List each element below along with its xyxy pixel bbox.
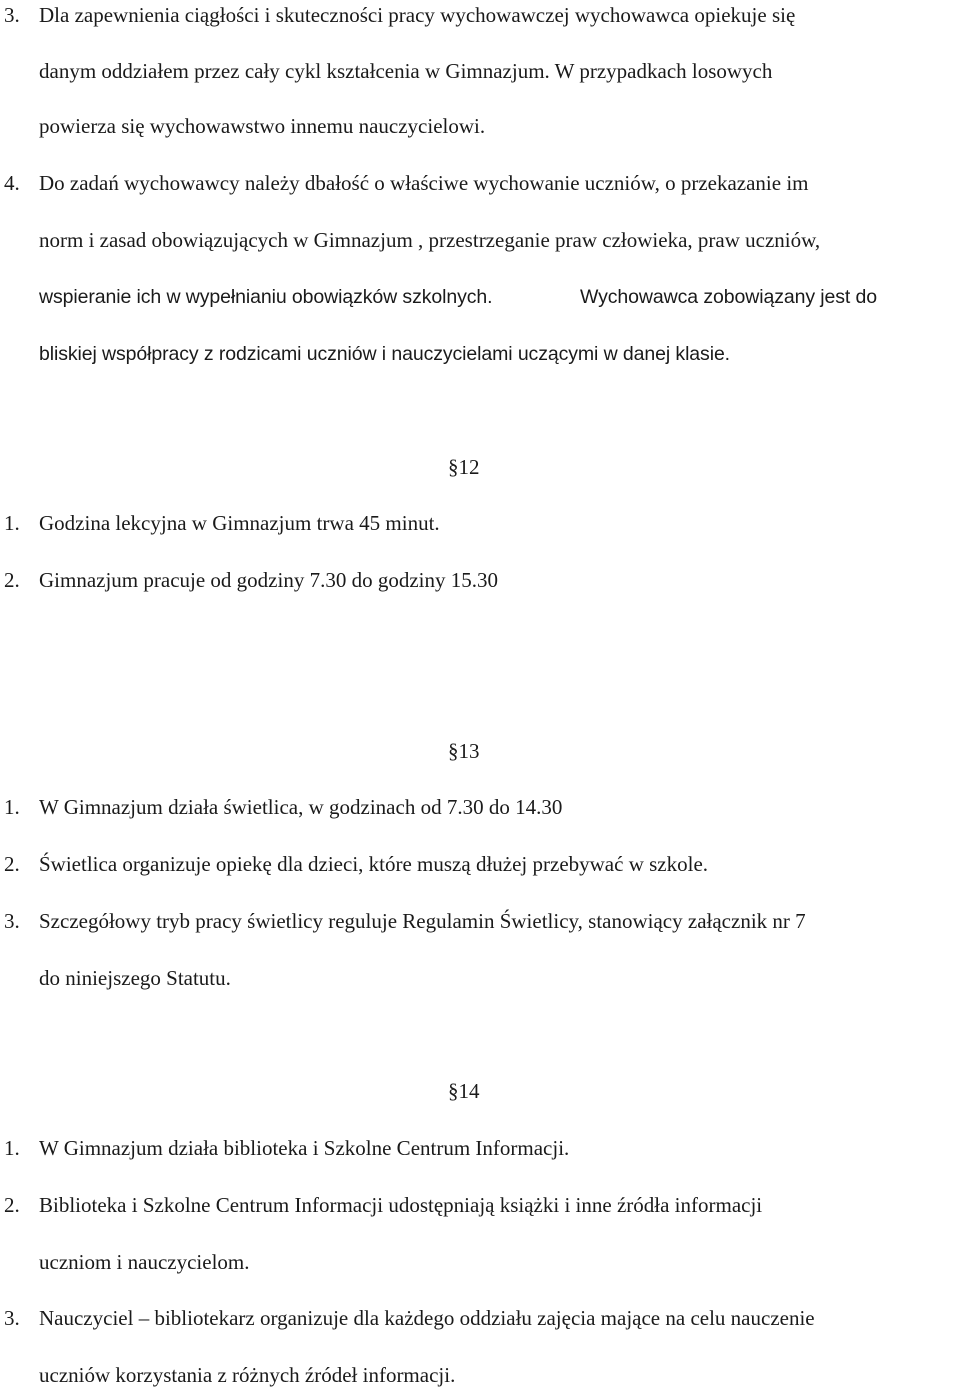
item-text-line: danym oddziałem przez cały cykl kształcenia w Gimnazjum. W przypadkach losowych <box>39 59 773 83</box>
item-text-line: uczniów korzystania z różnych źródeł informacji. <box>39 1363 456 1387</box>
item-number: 2. <box>4 568 20 592</box>
section-number: §14 <box>448 1079 480 1103</box>
section-number: §13 <box>448 739 480 763</box>
item-text-line: W Gimnazjum działa świetlica, w godzinach od 7.30 do 14.30 <box>39 795 563 819</box>
item-text-line: wspieranie ich w wypełnianiu obowiązków szkolnych. <box>39 286 493 308</box>
item-text-line: Nauczyciel – bibliotekarz organizuje dla każdego oddziału zajęcia mające na celu nauczenie <box>39 1306 815 1330</box>
item-number: 3. <box>4 909 20 933</box>
item-text-line: Godzina lekcyjna w Gimnazjum trwa 45 minut. <box>39 511 440 535</box>
item-text-line: W Gimnazjum działa biblioteka i Szkolne Centrum Informacji. <box>39 1136 570 1160</box>
item-text-line: Dla zapewnienia ciągłości i skuteczności pracy wychowawczej wychowawca opiekuje się <box>39 3 796 27</box>
item-number: 1. <box>4 1136 20 1160</box>
item-text-line: Biblioteka i Szkolne Centrum Informacji udostępniają książki i inne źródła informacji <box>39 1193 763 1217</box>
item-number: 4. <box>4 171 20 195</box>
item-text-line: Wychowawca zobowiązany jest do <box>580 286 878 308</box>
item-text-line: norm i zasad obowiązujących w Gimnazjum , przestrzeganie praw człowieka, praw uczniów, <box>39 228 821 252</box>
item-text-line: Szczegółowy tryb pracy świetlicy reguluje Regulamin Świetlicy, stanowiący załącznik nr 7 <box>39 909 806 933</box>
item-text-line: uczniom i nauczycielom. <box>39 1250 250 1274</box>
item-text-line: do niniejszego Statutu. <box>39 966 231 990</box>
item-text-line: Do zadań wychowawcy należy dbałość o właściwe wychowanie uczniów, o przekazanie im <box>39 171 809 195</box>
item-text-line: powierza się wychowawstwo innemu nauczycielowi. <box>39 114 486 138</box>
item-text-line: Świetlica organizuje opiekę dla dzieci, które muszą dłużej przebywać w szkole. <box>39 852 709 876</box>
item-number: 3. <box>4 1306 20 1330</box>
item-number: 2. <box>4 852 20 876</box>
item-text-line: Gimnazjum pracuje od godziny 7.30 do godziny 15.30 <box>39 568 498 592</box>
item-text-line: bliskiej współpracy z rodzicami uczniów i nauczycielami uczącymi w danej klasie. <box>39 343 731 365</box>
item-number: 1. <box>4 795 20 819</box>
item-number: 2. <box>4 1193 20 1217</box>
item-number: 1. <box>4 511 20 535</box>
section-number: §12 <box>448 455 480 479</box>
item-number: 3. <box>4 3 20 27</box>
